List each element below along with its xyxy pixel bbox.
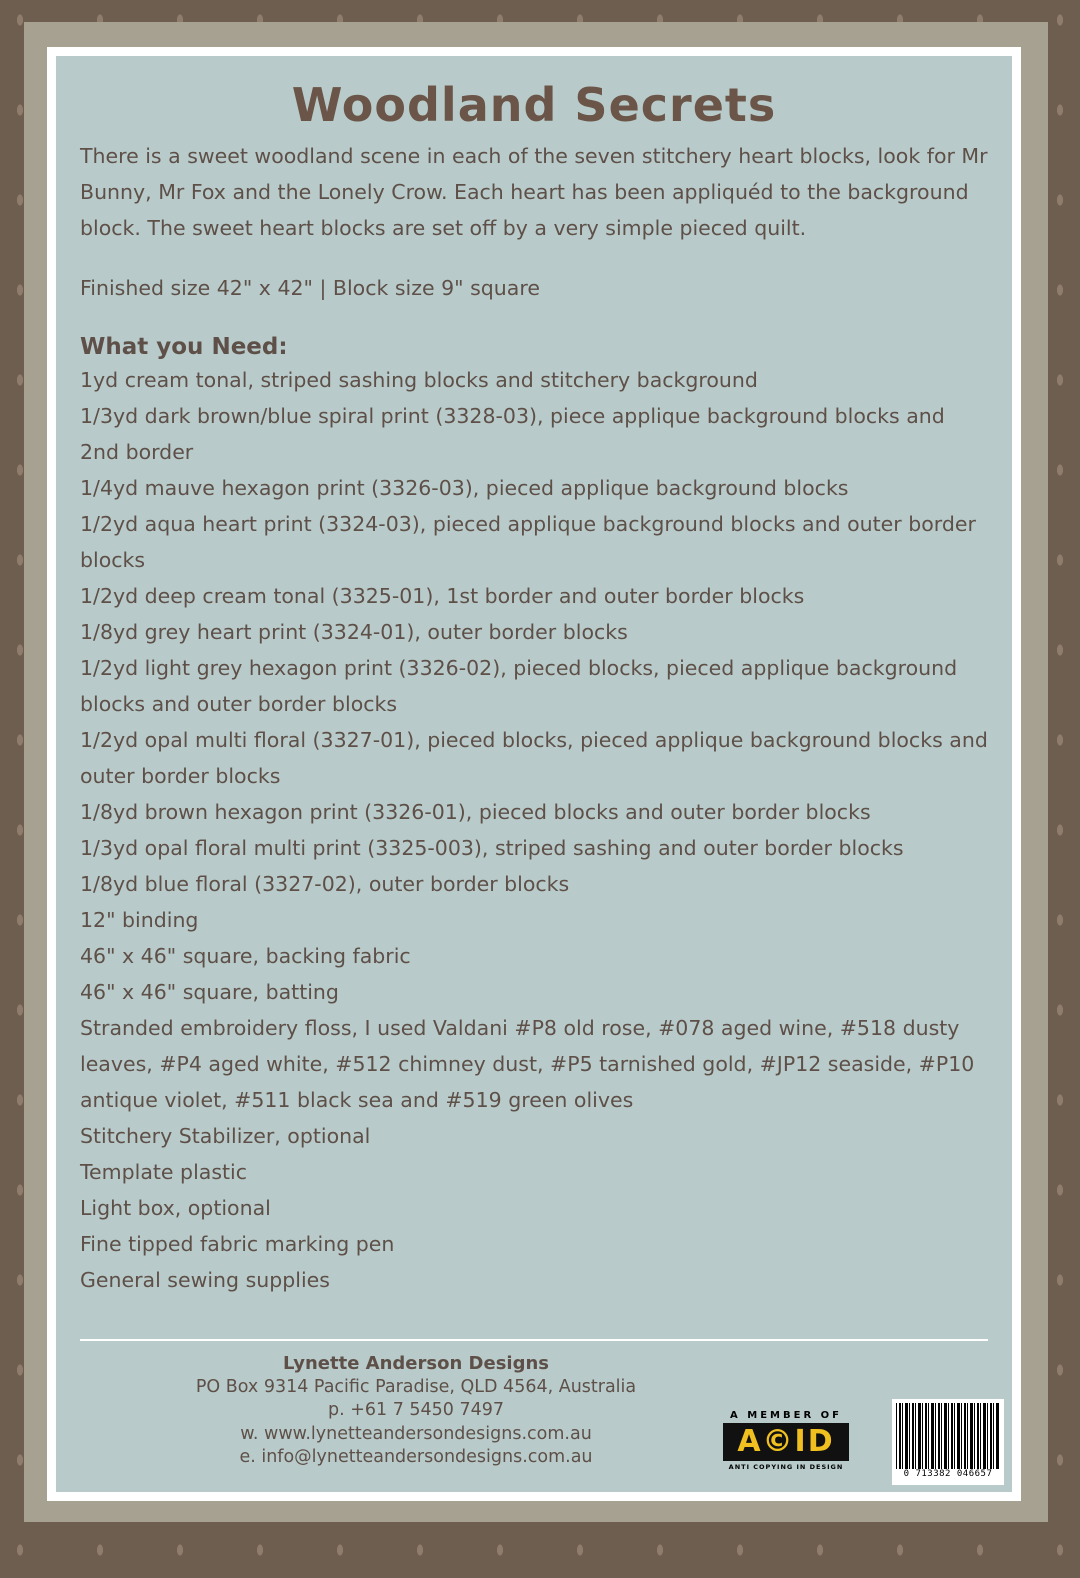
needs-list [80,362,988,1298]
list-item: Template plastic [80,1160,248,1184]
company-email-link[interactable]: e. info@lynetteandersondesigns.com.au [239,1447,593,1467]
list-item: 1/2yd deep cream tonal (3325-01), 1st border and outer border blocks [80,584,805,608]
content-panel [47,47,1021,1501]
company-name: Lynette Anderson Designs [282,1353,549,1374]
list-item: 1yd cream tonal, striped sashing blocks and stitchery background [80,368,758,392]
barcode-number: 0 713382 046657 [903,1469,993,1479]
acid-logo [720,1410,852,1471]
list-item: 46" x 46" square, backing fabric [80,944,411,968]
list-item: 1/3yd opal floral multi print (3325-003), striped sashing and outer border blocks [80,836,904,860]
list-item: General sewing supplies [80,1268,330,1292]
intro-paragraph: There is a sweet woodland scene in each of the seven stitchery heart blocks, look for Mr Bunny, Mr Fox and the Lonely Crow. Each heart has been appliquéd to the background block. The sweet heart blocks are set off by a very simple pieced quilt. [80,144,988,240]
list-item: 1/2yd aqua heart print (3324-03), pieced applique background blocks and outer border blocks [80,512,976,572]
panel-inner [56,56,1012,1492]
needs-heading: What you Need: [80,334,288,360]
acid-member-text: A MEMBER OF [730,1410,842,1421]
list-item: 1/4yd mauve hexagon print (3326-03), pieced applique background blocks [80,476,849,500]
list-item: 1/2yd light grey hexagon print (3326-02), pieced blocks, pieced applique background blocks and outer border blocks [80,656,958,716]
list-item: 1/2yd opal multi floral (3327-01), pieced blocks, pieced applique background blocks and outer border blocks [80,728,988,788]
list-item: 1/3yd dark brown/blue spiral print (3328-03), piece applique background blocks and 2nd border [80,404,945,464]
list-item: Light box, optional [80,1196,271,1220]
list-item: Fine tipped fabric marking pen [80,1232,395,1256]
contact-footer [156,1352,676,1470]
company-phone: p. +61 7 5450 7497 [327,1400,505,1420]
list-item: 1/8yd brown hexagon print (3326-01), pieced blocks and outer border blocks [80,800,871,824]
list-item: 1/8yd blue floral (3327-02), outer border blocks [80,872,570,896]
list-item: 46" x 46" square, batting [80,980,339,1004]
page-title: Woodland Secrets [291,78,777,132]
acid-logo-mark: A©ID [723,1423,849,1461]
acid-tagline: ANTI COPYING IN DESIGN [728,1463,844,1471]
list-item: Stitchery Stabilizer, optional [80,1124,371,1148]
barcode-bars [896,1403,1000,1469]
list-item: 1/8yd grey heart print (3324-01), outer border blocks [80,620,628,644]
size-info: Finished size 42" x 42" | Block size 9" square [80,276,540,300]
footer-divider [80,1339,988,1341]
barcode [892,1399,1004,1485]
list-item: 12" binding [80,908,199,932]
company-website-link[interactable]: w. www.lynetteandersondesigns.com.au [240,1423,592,1444]
company-address: PO Box 9314 Pacific Paradise, QLD 4564, Australia [195,1376,637,1397]
list-item: Stranded embroidery floss, I used Valdani #P8 old rose, #078 aged wine, #518 dusty leaves, #P4 aged white, #512 chimney dust, #P5 tarnished gold, #JP12 seaside, #P10 antique violet, #511 black sea and #519 green olives [80,1016,975,1112]
